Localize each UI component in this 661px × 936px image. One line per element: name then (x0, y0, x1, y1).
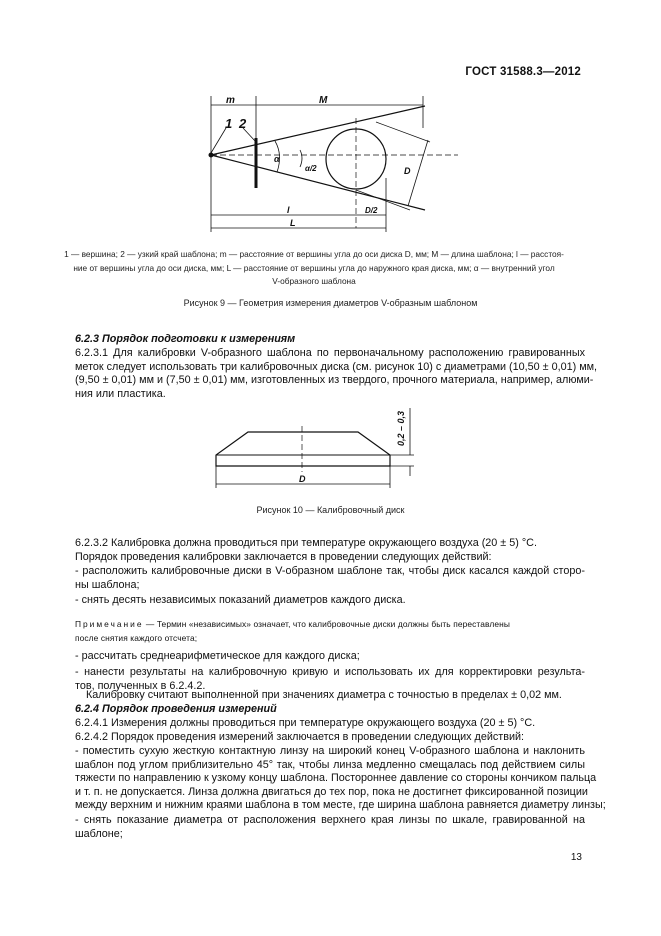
note-label: Примечание (75, 619, 144, 629)
standard-header: ГОСТ 31588.3—2012 (465, 66, 581, 78)
text-line: 6.2.3.1 Для калибровки V-образного шаблона по первоначальному расположению гравированных (75, 347, 585, 359)
calibration-bullet-2: - снять десять независимых показаний диаметров каждого диска. (75, 594, 406, 606)
fig9-label-1: 1 (225, 116, 233, 131)
calibration-procedure-intro: Порядок проведения калибровки заключается в проведении следующих действий: (75, 551, 492, 563)
legend-line: ние от вершины угла до оси диска, мм; L — расстояние от вершины угла до наружного края диска, мм; α — внутренний угол (73, 262, 555, 273)
text-line: ния или пластика. (75, 387, 166, 400)
text-line: шаблон под углом приблизительно 45° так, чтобы линза медленно смещалась под действием силы (75, 758, 585, 771)
fig9-template-lower (211, 155, 425, 210)
figure10-caption: Рисунок 10 — Калибровочный диск (256, 505, 405, 515)
figure9-legend (44, 248, 584, 289)
calibration-result: Калибровку считают выполненной при значениях диаметра с точностью в пределах ± 0,02 мм. (86, 689, 562, 701)
note-text: — Термин «независимых» означает, что калибровочные диски должны быть переставлены (143, 619, 510, 629)
fig9-label-L: L (290, 218, 296, 228)
section-6-2-3-heading: 6.2.3 Порядок подготовки к измерениям (75, 333, 296, 345)
legend-line: V-образного шаблона (272, 276, 356, 286)
text-line: меток следует использовать три калибровочных диска (см. рисунок 10) с диаметрами (10,50 ± 0,01) мм, (75, 360, 598, 373)
paragraph-6-2-4-1: 6.2.4.1 Измерения должны проводиться при температуре окружающего воздуха (20 ± 5) °С. (75, 717, 536, 729)
fig9-label-m: m (226, 95, 235, 106)
fig9-d-ext1 (376, 122, 430, 142)
fig9-label-2: 2 (239, 116, 247, 131)
paragraph-6-2-4-2: 6.2.4.2 Порядок проведения измерений заключается в проведении следующих действий: (75, 731, 525, 743)
fig9-leader-1 (211, 128, 226, 153)
legend-line: 1 — вершина; 2 — узкий край шаблона; m — расстояние от вершины угла до оси диска D, мм; M — длина шаблона; l — расстоя- (64, 249, 564, 259)
text-line: - снять показание диаметра от расположения верхнего края линзы по шкале, гравированной на (75, 814, 585, 826)
figure9-labels (225, 95, 411, 228)
calibration-note (75, 618, 585, 645)
calibration-bullet-3: - рассчитать среднеарифметическое для каждого диска; (75, 650, 360, 662)
text-line: тяжести по направлению к узкому концу шаблона. Постороннее давление со стороны кончиком пальца (75, 772, 597, 785)
text-line: ны шаблона; (75, 578, 140, 591)
fig9-label-l: l (287, 205, 290, 215)
figure10-drawing (216, 408, 414, 488)
fig9-label-alpha-half: α/2 (305, 164, 317, 173)
fig9-label-D: D (404, 166, 411, 176)
paragraph-6-2-3-2: 6.2.3.2 Калибровка должна проводиться при температуре окружающего воздуха (20 ± 5) °С. (75, 537, 537, 549)
section-6-2-4-heading: 6.2.4 Порядок проведения измерений (75, 703, 277, 715)
text-line: и т. п. не допускается. Линза должна двигаться до тех пор, пока не достигнет фиксированной позиции (75, 785, 588, 798)
figure9-caption: Рисунок 9 — Геометрия измерения диаметров V-образным шаблоном (183, 298, 478, 308)
fig9-label-M: M (319, 95, 328, 106)
text-line: - расположить калибровочные диски в V-образном шаблоне так, чтобы диск касался каждой сторо- (75, 565, 585, 577)
fig9-vertex (209, 153, 213, 157)
paragraph-6-2-3-1 (75, 347, 598, 401)
fig10-label-thickness: 0,2 – 0,3 (396, 410, 406, 446)
text-line: шаблоне; (75, 827, 123, 840)
text-line: - нанести результаты на калибровочную кривую и использовать их для корректировки результа- (75, 666, 585, 678)
measurement-bullet-1 (75, 745, 606, 813)
measurement-bullet-2 (75, 814, 585, 841)
fig9-label-alpha: α (274, 154, 280, 164)
text-line: между верхним и нижним краями шаблона в том месте, где ширина шаблона равняется диаметру линзы; (75, 799, 606, 812)
fig10-disc-outline (216, 432, 390, 466)
text-line: - поместить сухую жесткую контактную линзу на широкий конец V-образного шаблона и наклонить (75, 745, 585, 757)
text-line: тов, полученных в 6.2.4.2. (75, 679, 206, 692)
page-number: 13 (570, 852, 582, 863)
fig9-dim-D (408, 140, 428, 206)
fig9-label-D-half: D/2 (365, 206, 378, 215)
calibration-bullet-1 (75, 565, 585, 592)
text-line: после снятия каждого отсчета; (75, 632, 198, 643)
figure9-drawing (209, 96, 458, 232)
fig9-alpha-half-arc (300, 150, 302, 167)
text-line: (9,50 ± 0,01) мм и (7,50 ± 0,01) мм, изготовленных из твердого, прочного материала, например, алюми- (75, 374, 594, 387)
fig10-label-D: D (299, 474, 306, 484)
